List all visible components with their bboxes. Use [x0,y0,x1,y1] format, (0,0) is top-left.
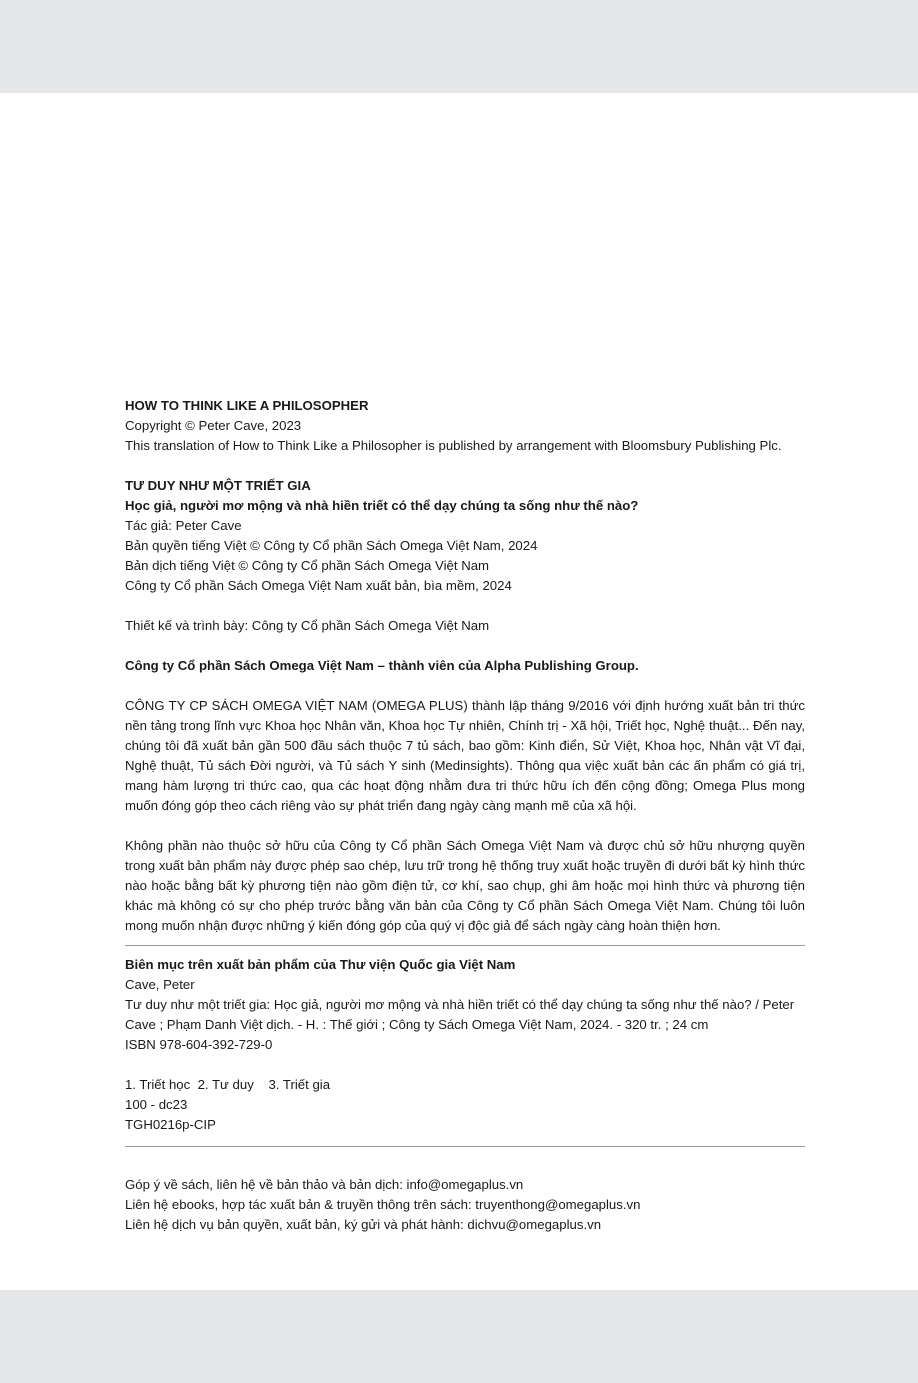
cataloging-description-2: Cave ; Phạm Danh Việt dịch. - H. : Thế giới ; Công ty Sách Omega Việt Nam, 2024. - 320 tr. ; 24 cm [125,1017,709,1032]
original-title: HOW TO THINK LIKE A PHILOSOPHER [125,398,369,413]
vietnamese-rights: Bản quyền tiếng Việt © Công ty Cổ phần Sách Omega Việt Nam, 2024 [125,538,538,553]
subject-item: 3. Triết gia [268,1077,331,1092]
rights-notice: Không phần nào thuộc sở hữu của Công ty Cổ phần Sách Omega Việt Nam và được chủ sở hữu nhượng quyền trong xuất bản phẩm này được phép sao chép, lưu trữ trong hệ thống truy xuất hoặc truyền đi dưới bất kỳ hình thức nào hoặc bằng bất kỳ phương tiện nào gồm điện tử, cơ khí, sao chụp, ghi âm hoặc mọi hình thức và phương tiện khác mà không có sự cho phép trước bằng văn bản của Công ty Cổ phần Sách Omega Việt Nam. Chúng tôi luôn mong muốn nhận được những ý kiến đóng góp của quý vị độc giả để sách ngày càng hoàn thiện hơn. [125,838,805,933]
vietnamese-title: TƯ DUY NHƯ MỘT TRIẾT GIA [125,478,311,493]
translation-note: This translation of How to Think Like a Philosopher is published by arrangement with Bloomsbury Publishing Plc. [125,438,782,453]
cataloging-heading: Biên mục trên xuất bản phẩm của Thư viện Quốc gia Việt Nam [125,957,516,972]
subject-list [125,1075,805,1095]
cip-code: TGH0216p-CIP [125,1117,216,1132]
cataloging-description-1: Tư duy như một triết gia: Học giả, người mơ mộng và nhà hiền triết có thể dạy chúng ta sống như thế nào? / Peter [125,997,795,1012]
cataloging-author: Cave, Peter [125,977,195,992]
vietnamese-subtitle: Học giả, người mơ mộng và nhà hiền triết có thể dạy chúng ta sống như thế nào? [125,498,639,513]
contact-services: Liên hệ dịch vụ bản quyền, xuất bản, ký gửi và phát hành: dichvu@omegaplus.vn [125,1217,602,1232]
isbn: ISBN 978-604-392-729-0 [125,1037,273,1052]
copyright-content [125,396,805,1235]
about-publisher: CÔNG TY CP SÁCH OMEGA VIỆT NAM (OMEGA PLUS) thành lập tháng 9/2016 với định hướng xuất bản tri thức nền tảng trong lĩnh vực Khoa học Nhân văn, Khoa học Tự nhiên, Chính trị - Xã hội, Triết học, Nghệ thuật... Đến nay, chúng tôi đã xuất bản gần 500 đầu sách thuộc 7 tủ sách, bao gồm: Kinh điển, Sử Việt, Khoa học, Nhân vật Vĩ đại, Nghệ thuật, Tủ sách Đời người, và Tủ sách Y sinh (Medinsights). Thông qua việc xuất bản các ấn phẩm có giá trị, mang hàm lượng tri thức cao, qua các hoạt động nhằm đưa tri thức hữu ích đến cộng đồng; Omega Plus mong muốn đóng góp theo cách riêng vào sự phát triển đang ngày càng mạnh mẽ của xã hội. [125,698,805,813]
edition-line: Công ty Cổ phần Sách Omega Việt Nam xuất bản, bìa mềm, 2024 [125,578,512,593]
contact-ebooks: Liên hệ ebooks, hợp tác xuất bản & truyền thông trên sách: truyenthong@omegaplus.vn [125,1197,641,1212]
subject-item: 1. Triết học [125,1077,191,1092]
author-line: Tác giả: Peter Cave [125,518,242,533]
divider [125,945,805,946]
copyright-page [0,93,918,1290]
publisher-member: Công ty Cổ phần Sách Omega Việt Nam – thành viên của Alpha Publishing Group. [125,658,639,673]
ddc-classification: 100 - dc23 [125,1097,188,1112]
translation-rights: Bản dịch tiếng Việt © Công ty Cổ phần Sách Omega Việt Nam [125,558,490,573]
subject-item: 2. Tư duy [197,1077,254,1092]
contact-feedback: Góp ý về sách, liên hệ về bản thảo và bản dịch: info@omegaplus.vn [125,1177,524,1192]
divider [125,1146,805,1147]
design-credit: Thiết kế và trình bày: Công ty Cổ phần Sách Omega Việt Nam [125,618,490,633]
original-copyright: Copyright © Peter Cave, 2023 [125,418,302,433]
